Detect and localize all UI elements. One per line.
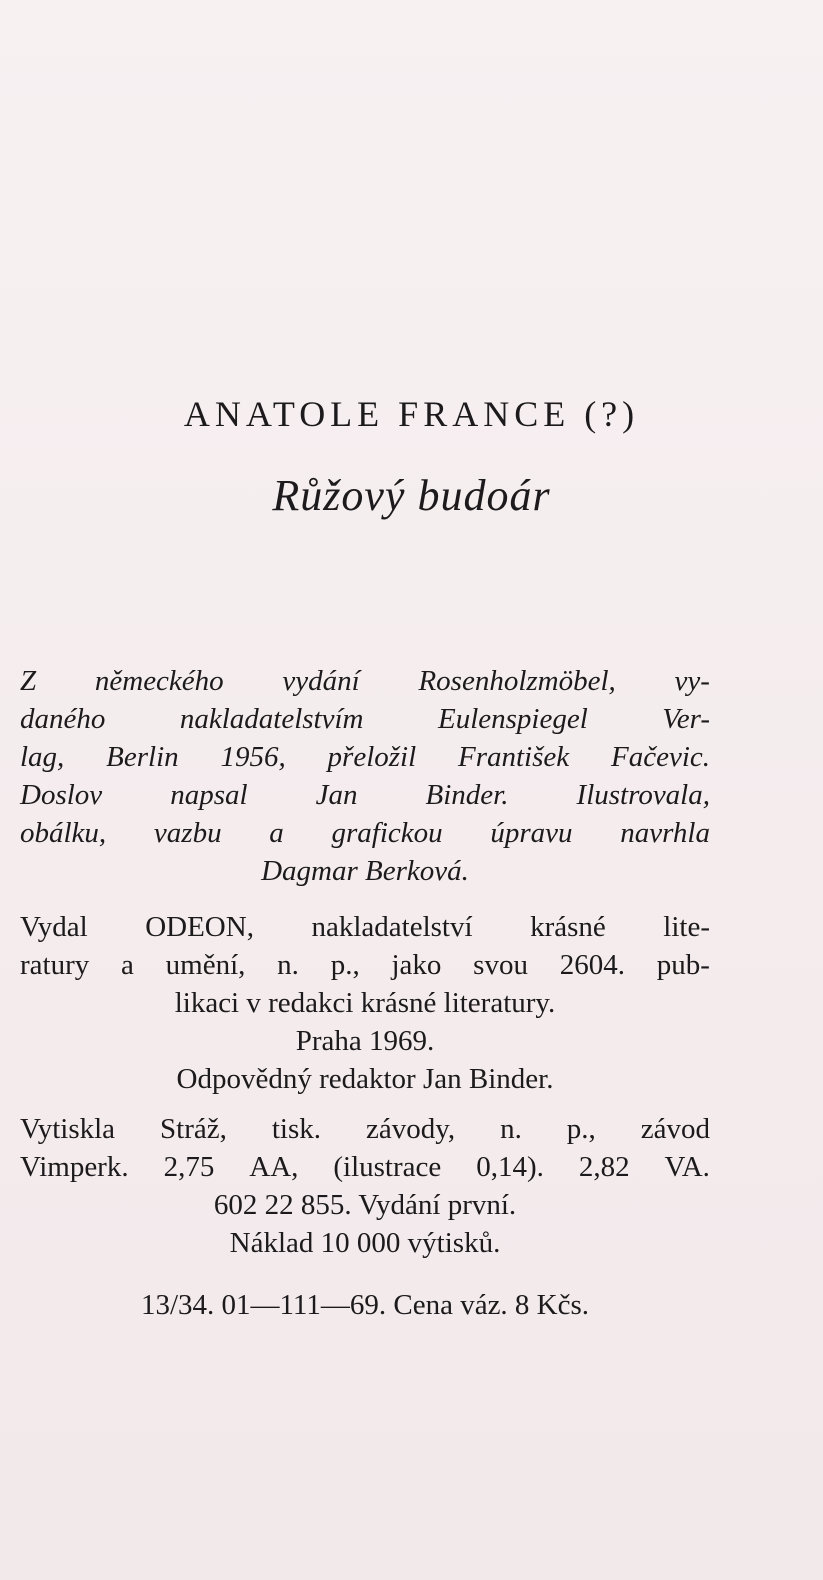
word: svou (473, 949, 528, 981)
word: lag, (20, 741, 65, 773)
word: Rosenholzmöbel, (418, 665, 616, 697)
word: přeložil (327, 741, 417, 773)
publication-place-year: Praha 1969. (295, 1025, 435, 1057)
word: Berlin (106, 741, 179, 773)
print-line (20, 1148, 710, 1186)
translation-note (20, 662, 710, 890)
word: daného (20, 703, 106, 735)
word: umění, (165, 949, 246, 981)
word: Eulenspiegel (437, 703, 588, 735)
print-run-line: Náklad 10 000 výtisků. (229, 1227, 501, 1259)
price-line: 13/34. 01—111—69. Cena váz. 8 Kčs. (140, 1289, 590, 1321)
word: 1956, (220, 741, 286, 773)
word: Binder. (425, 779, 509, 811)
translation-line (20, 738, 710, 776)
word: VA. (664, 1151, 710, 1183)
word: p., (566, 1113, 596, 1145)
word: vydání (282, 665, 360, 697)
author-name: ANATOLE FRANCE (?) (183, 394, 640, 434)
word: vazbu (153, 817, 222, 849)
word: 2,82 (578, 1151, 630, 1183)
translation-line (20, 662, 710, 700)
word: n. (500, 1113, 522, 1145)
publisher-line: likaci v redakci krásné literatury. (174, 987, 556, 1019)
word: n. (277, 949, 299, 981)
word: jako (391, 949, 442, 981)
word: Fačevic. (610, 741, 710, 773)
word: grafickou (331, 817, 443, 849)
print-line (20, 1110, 710, 1148)
word: Vimperk. (20, 1151, 129, 1183)
word: navrhla (620, 817, 710, 849)
word: a (121, 949, 134, 981)
word: František (458, 741, 570, 773)
word: Vytiskla (20, 1113, 116, 1145)
translation-line (20, 700, 710, 738)
word: p., (330, 949, 360, 981)
publisher-note (20, 908, 710, 1098)
word: tisk. (271, 1113, 321, 1145)
price-note (20, 1286, 710, 1324)
word: krásné (530, 911, 606, 943)
word: (ilustrace (333, 1151, 442, 1183)
word: ODEON, (145, 911, 254, 943)
word: 0,14). (476, 1151, 544, 1183)
word: Ver- (662, 703, 710, 735)
word: a (269, 817, 284, 849)
word: úpravu (490, 817, 573, 849)
illustrator-line: Dagmar Berková. (261, 855, 469, 887)
word: pub- (656, 949, 710, 981)
word: vy- (674, 665, 710, 697)
word: německého (94, 665, 224, 697)
word: nakladatelstvím (179, 703, 364, 735)
word: závod (640, 1113, 710, 1145)
word: obálku, (20, 817, 107, 849)
word: Jan (315, 779, 358, 811)
word: 2,75 (163, 1151, 215, 1183)
publisher-line (20, 946, 710, 984)
word: nakladatelství (311, 911, 473, 943)
translation-line (20, 776, 710, 814)
word: Z (20, 665, 37, 697)
book-title: Růžový budoár (272, 471, 551, 520)
word: ratury (20, 949, 90, 981)
word: 2604. (559, 949, 625, 981)
translation-line (20, 814, 710, 852)
word: závody, (365, 1113, 456, 1145)
print-note (20, 1110, 710, 1262)
publisher-line (20, 908, 710, 946)
word: Ilustrovala, (576, 779, 710, 811)
word: AA, (249, 1151, 299, 1183)
word: napsal (170, 779, 248, 811)
responsible-editor: Odpovědný redaktor Jan Binder. (176, 1063, 554, 1095)
edition-line: 602 22 855. Vydání první. (213, 1189, 517, 1221)
word: Stráž, (160, 1113, 227, 1145)
word: Vydal (20, 911, 88, 943)
word: Doslov (20, 779, 103, 811)
word: lite- (663, 911, 710, 943)
